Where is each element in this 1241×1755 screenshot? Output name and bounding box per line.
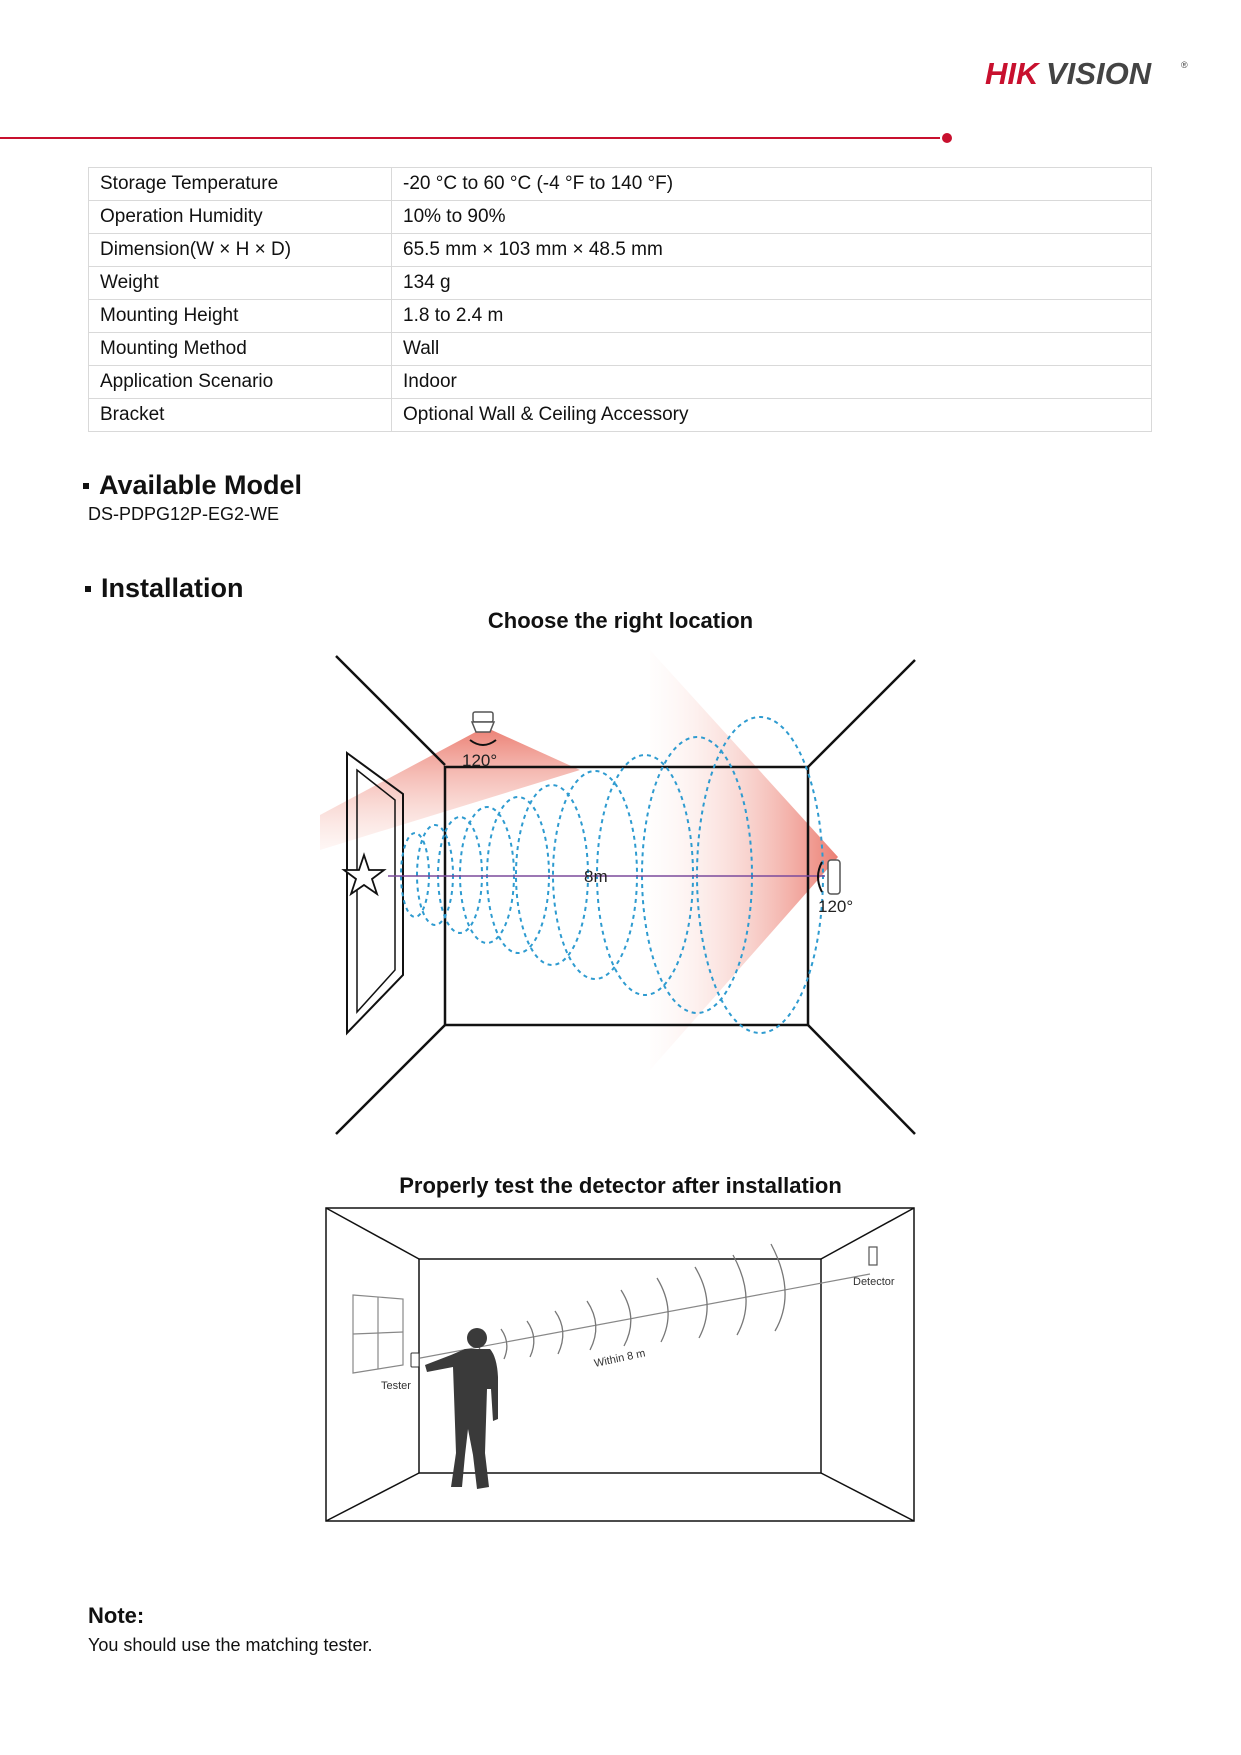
model-number: DS-PDPG12P-EG2-WE [88,504,280,524]
star-icon [344,855,384,894]
person-silhouette-icon [425,1328,498,1489]
detector-label: Detector [853,1276,895,1288]
note-title: Note: [88,1603,145,1628]
spec-value: Optional Wall & Ceiling Accessory [392,399,1152,432]
spec-value: -20 °C to 60 °C (-4 °F to 140 °F) [392,168,1152,201]
hikvision-logo [985,54,1195,94]
spec-value: Indoor [392,366,1152,399]
spec-key: Weight [89,267,392,300]
installation-heading [85,573,244,604]
table-row [89,168,1152,201]
bullet-icon [83,483,89,489]
table-row [89,201,1152,234]
distance-label: 8m [584,867,608,886]
bullet-icon [85,586,91,592]
spec-key: Mounting Method [89,333,392,366]
tester-icon [411,1353,419,1367]
wall-angle-label: 120° [818,897,854,916]
logo-registered-mark: ® [1181,60,1188,70]
tester-label: Tester [381,1380,411,1392]
test-beam-line [415,1274,870,1359]
table-row [89,267,1152,300]
spec-key: Storage Temperature [89,168,392,201]
spec-value: 10% to 90% [392,201,1152,234]
table-row [89,333,1152,366]
spec-value: 1.8 to 2.4 m [392,300,1152,333]
logo-hik-text: HIK [985,56,1039,91]
table-row [89,366,1152,399]
table-row [89,399,1152,432]
wall-detector-icon [818,860,840,894]
table-row [89,234,1152,267]
note-text: You should use the matching tester. [88,1635,373,1655]
wall-detection-cone [650,650,838,1070]
spec-key: Operation Humidity [89,201,392,234]
header-rule-dot [942,133,952,143]
available-model-title: Available Model [99,470,303,500]
installation-title: Installation [101,573,244,603]
test-waves [475,1244,785,1361]
specs-table [88,167,1152,432]
spec-key: Bracket [89,399,392,432]
window-icon [353,1295,403,1373]
header-rule [0,137,940,139]
spec-key: Mounting Height [89,300,392,333]
logo-vision-text: VISION [1046,56,1152,91]
spec-value: 65.5 mm × 103 mm × 48.5 mm [392,234,1152,267]
ceiling-angle-label: 120° [462,751,498,770]
spec-key: Application Scenario [89,366,392,399]
figure1-title: Choose the right location [487,608,754,633]
test-diagram [325,1207,917,1525]
available-model-heading [83,470,302,501]
table-row [89,300,1152,333]
spec-key: Dimension(W × H × D) [89,234,392,267]
range-label: Within 8 m [593,1347,647,1370]
figure2-title: Properly test the detector after installation [399,1173,842,1198]
detector-icon [869,1247,877,1265]
location-diagram [320,650,920,1140]
spec-value: Wall [392,333,1152,366]
spec-value: 134 g [392,267,1152,300]
